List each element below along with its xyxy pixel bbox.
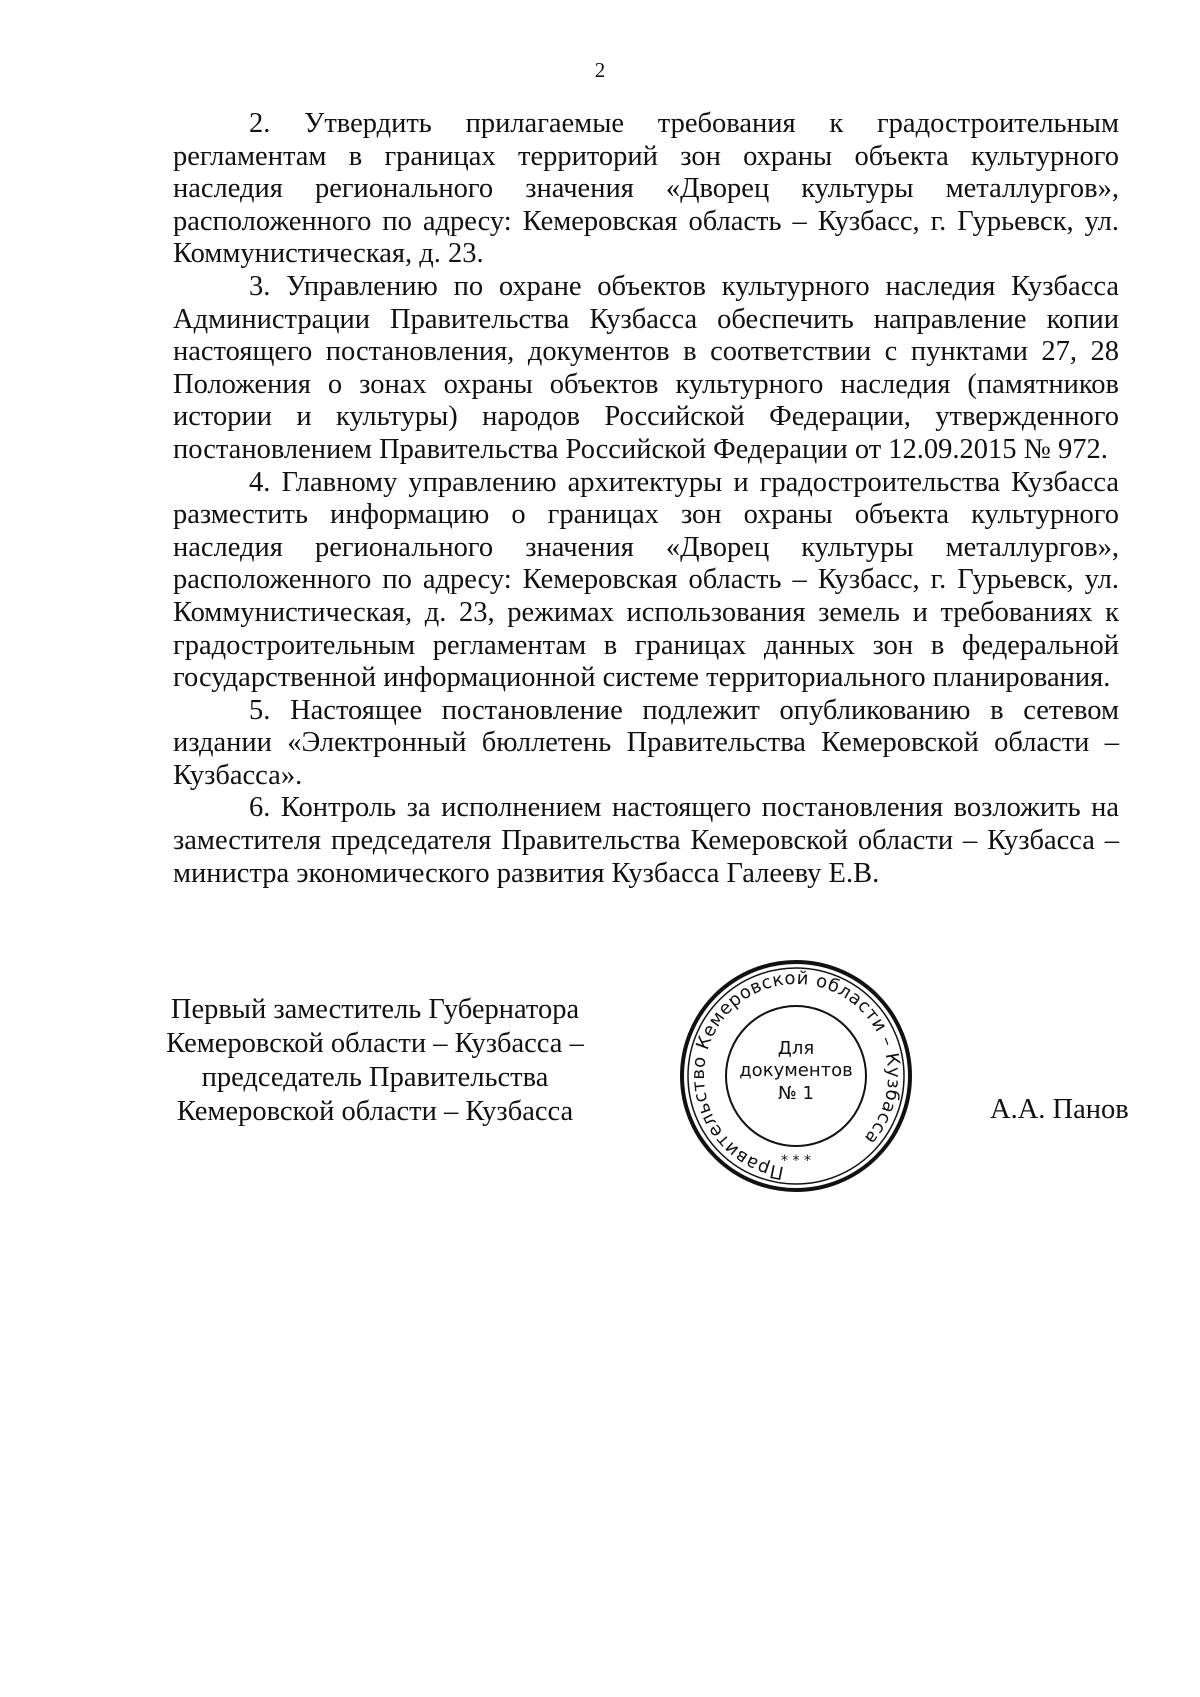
signatory-title-line: Кемеровской области – Кузбасса [176, 1096, 574, 1127]
seal-ring-text: Правительство Кемеровской области – Кузбасса [687, 967, 905, 1184]
seal-center-line: Для [777, 1038, 815, 1059]
paragraph-4: 4. Главному управлению архитектуры и градостроительства Кузбасса разместить информацию о границах зон охраны объекта культурного наследия регионального значения «Дворец культуры металлургов», расположенного по адресу: Кемеровская область – Кузбасс, г. Гурьевск, ул. Коммунистическая, д. 23, режимах использования земель и требованиях к градостроительным регламентам в границах данных зон в федеральной государственной информационной системе территориального планирования. [173, 466, 1119, 694]
signatory-title-line: председатель Правительства [201, 1062, 549, 1093]
paragraph-6: 6. Контроль за исполнением настоящего постановления возложить на заместителя председателя Правительства Кемеровской области – Кузбасса – министра экономического развития Кузбасса Галееву Е.В. [173, 792, 1119, 889]
signatory-name: А.А. Панов [990, 1094, 1129, 1125]
official-seal-stamp [678, 958, 914, 1194]
paragraph-2: 2. Утвердить прилагаемые требования к градостроительным регламентам в границах территорий зон охраны объекта культурного наследия регионального значения «Дворец культуры металлургов», расположенного по адресу: Кемеровская область – Кузбасс, г. Гурьевск, ул. Коммунистическая, д. 23. [173, 108, 1119, 270]
paragraph-5: 5. Настоящее постановление подлежит опубликованию в сетевом издании «Электронный бюллетень Правительства Кемеровской области – Кузбасса». [173, 694, 1119, 791]
seal-stars: * * * [781, 1153, 811, 1169]
seal-center-line: документов [739, 1060, 853, 1081]
seal-center-line: № 1 [778, 1083, 814, 1104]
signatory-title-line: Первый заместитель Губернатора [170, 994, 580, 1025]
document-body [173, 108, 1119, 890]
paragraph-3: 3. Управлению по охране объектов культурного наследия Кузбасса Администрации Правительства Кузбасса обеспечить направление копии настоящего постановления, документов в соответствии с пунктами 27, 28 Положения о зонах охраны объектов культурного наследия (памятников истории и культуры) народов Российской Федерации, утвержденного постановлением Правительства Российской Федерации от 12.09.2015 № 972. [173, 270, 1119, 465]
page-number: 2 [594, 58, 606, 82]
signatory-title-line: Кемеровской области – Кузбасса – [166, 1028, 584, 1059]
signatory-title [140, 993, 610, 1129]
